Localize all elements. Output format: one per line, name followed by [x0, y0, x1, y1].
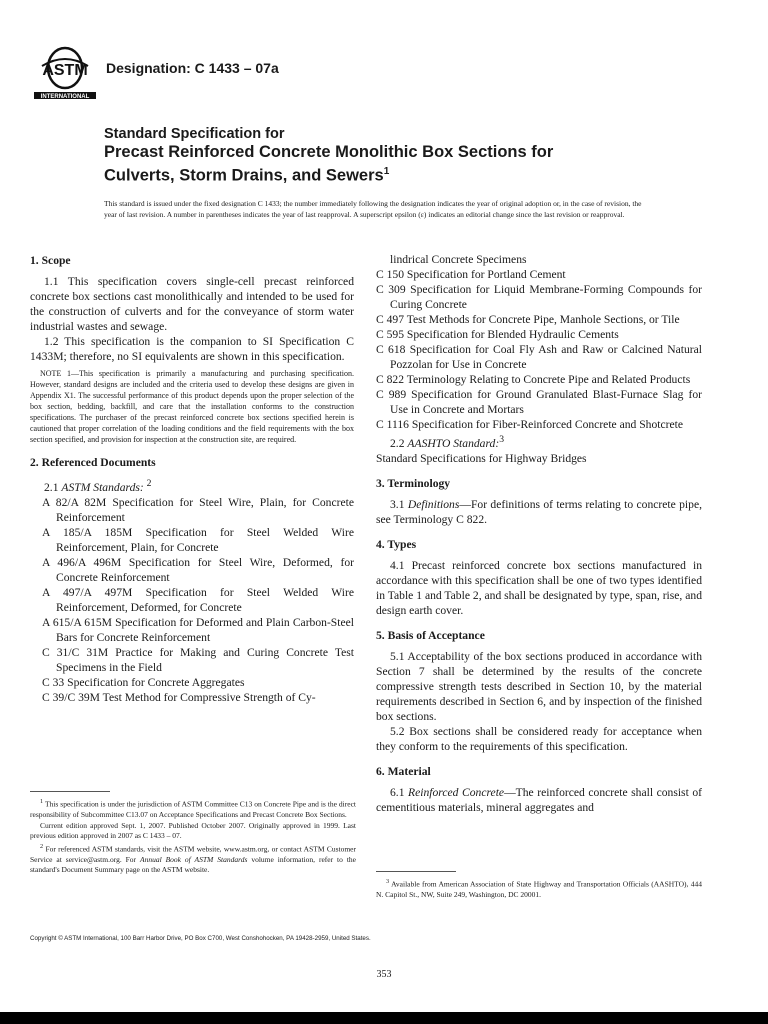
- title-line3-text: Culverts, Storm Drains, and Sewers: [104, 166, 384, 185]
- copyright: Copyright © ASTM International, 100 Barr Harbor Drive, PO Box C700, West Conshohocken, PA 19428-2959, United States.: [30, 935, 371, 942]
- reference-item: C 31/C 31M Practice for Making and Curing Concrete Test Specimens in the Field: [42, 645, 354, 674]
- footnote-3-mark: 3: [386, 878, 390, 885]
- reference-item: A 496/A 496M Specification for Steel Wire, Deformed, for Concrete Reinforcement: [42, 555, 354, 584]
- reference-item: A 82/A 82M Specification for Steel Wire, Plain, for Concrete Reinforcement: [42, 495, 354, 524]
- bottom-bar: [0, 1012, 768, 1024]
- reference-item: A 615/A 615M Specification for Deformed and Plain Carbon-Steel Bars for Concrete Reinforcement: [42, 615, 354, 644]
- section-acceptance-heading: 5. Basis of Acceptance: [376, 628, 485, 642]
- footnote-1-text: This specification is under the jurisdiction of ASTM Committee C13 on Concrete Pipe and is the direct responsibility of Subcommittee C13.07 on Acceptance Specifications and Precast Concrete Box Sections.: [30, 799, 356, 819]
- acceptance-paragraph-2: 5.2 Box sections shall be considered ready for acceptance when they conform to the requirements of this specification.: [376, 724, 702, 753]
- footnote-2-italic: Annual Book of ASTM Standards: [139, 854, 248, 864]
- footnote-3-text: Available from American Association of State Highway and Transportation Officials (AASHTO), 444 N. Capitol St., NW, Suite 249, Washington, DC 20001.: [376, 879, 702, 899]
- section-referenced-heading: 2. Referenced Documents: [30, 456, 156, 469]
- section-types-heading: 4. Types: [376, 537, 417, 551]
- material-num: 6.1: [390, 785, 405, 799]
- terminology-paragraph: [376, 497, 702, 527]
- reference-item: C 989 Specification for Ground Granulated Blast-Furnace Slag for Use in Concrete and Mortars: [376, 388, 702, 416]
- right-column: [376, 252, 702, 815]
- section-terminology-heading: 3. Terminology: [376, 476, 451, 490]
- astm-standards-num: 2.1: [44, 480, 59, 494]
- reference-item: C 309 Specification for Liquid Membrane-Forming Compounds for Curing Concrete: [376, 283, 702, 311]
- terminology-term: Definitions: [407, 497, 460, 511]
- footnotes-left: [30, 797, 356, 876]
- types-paragraph: 4.1 Precast reinforced concrete box sections manufactured in accordance with this specification shall be one of two types identified in Table 1 and Table 2, and shall be designated by type, span, rise, and design earth cover.: [376, 558, 702, 617]
- footnote-1: [30, 797, 356, 821]
- footnote-2-text-b: volume information, refer to the standard's Document Summary page on the ASTM website.: [30, 854, 356, 874]
- material-text: —The reinforced concrete shall consist of cementitious materials, mineral aggregates and: [376, 785, 702, 814]
- reference-item: C 595 Specification for Blended Hydraulic Cements: [376, 328, 619, 341]
- reference-item: A 185/A 185M Specification for Steel Welded Wire Reinforcement, Plain, for Concrete: [42, 525, 354, 554]
- designation: Designation: C 1433 – 07a: [106, 60, 279, 76]
- reference-item: C 1116 Specification for Fiber-Reinforced Concrete and Shotcrete: [376, 418, 684, 431]
- scope-paragraph-2: 1.2 This specification is the companion to SI Specification C 1433M; therefore, no SI equivalents are shown in this specification.: [30, 335, 354, 363]
- logo-text: ASTM: [42, 62, 88, 79]
- acceptance-paragraph-1: 5.1 Acceptability of the box sections produced in accordance with Section 7 shall be determined by the results of the concrete compressive strength tests described in Section 10, by the material requirements described in Section 6, and by inspection of the finished box sections.: [376, 649, 702, 723]
- aashto-label: [376, 432, 702, 451]
- aashto-text: AASHTO Standard:: [407, 436, 500, 450]
- footnote-2: [30, 842, 356, 876]
- title-footnote-mark: 1: [383, 166, 390, 177]
- footnote-2-text-a: For referenced ASTM standards, visit the ASTM website, www.astm.org, or contact ASTM Customer Service at service@astm.org. For: [30, 844, 356, 864]
- title-block: [104, 125, 664, 186]
- astm-standards-text: ASTM Standards:: [61, 480, 144, 494]
- section-scope-heading: 1. Scope: [30, 254, 71, 267]
- left-column: [30, 253, 354, 705]
- reference-item: C 39/C 39M Test Method for Compressive Strength of Cy-: [42, 690, 316, 704]
- section-material-heading: 6. Material: [376, 764, 431, 778]
- aashto-num: 2.2: [390, 436, 405, 450]
- terminology-text: —For definitions of terms relating to concrete pipe, see Terminology C 822.: [376, 497, 702, 526]
- reference-item: C 33 Specification for Concrete Aggregates: [42, 675, 245, 689]
- reference-item: C 497 Test Methods for Concrete Pipe, Manhole Sections, or Tile: [376, 313, 680, 326]
- material-term: Reinforced Concrete: [408, 785, 505, 799]
- reference-item: C 150 Specification for Portland Cement: [376, 268, 566, 281]
- astm-logo-icon: [32, 44, 98, 106]
- title-line2: Precast Reinforced Concrete Monolithic Box Sections for: [104, 143, 554, 161]
- reference-item: A 497/A 497M Specification for Steel Welded Wire Reinforcement, Deformed, for Concrete: [42, 585, 354, 614]
- footnote-rule-right: [376, 871, 456, 872]
- page-number: 353: [376, 969, 392, 980]
- material-paragraph: [376, 785, 702, 815]
- footnote-rule-left: [30, 791, 110, 792]
- logo-subtext: INTERNATIONAL: [40, 94, 90, 100]
- reference-item: C 618 Specification for Coal Fly Ash and Raw or Calcined Natural Pozzolan for Use in Concrete: [376, 343, 702, 371]
- footnotes-right: [376, 877, 702, 901]
- astm-standards-mark: 2: [146, 478, 152, 489]
- terminology-num: 3.1: [390, 497, 405, 511]
- scope-note: NOTE 1—This specification is primarily a manufacturing and purchasing specification. However, standard designs are included and the criteria used to develop these designs are given in Appendix X1. The successful performance of this product depends upon the proper selection of the box section, bedding, backfill, and care that the installation conforms to the construction specifications. The purchaser of the precast reinforced concrete box sections specified herein is cautioned that proper correlation of the loading conditions and the field requirements with the box section specified, and provision for inspection at the construction site, are required.: [30, 369, 354, 444]
- title-line3: [104, 162, 664, 186]
- astm-logo: [32, 44, 98, 106]
- aashto-item: Standard Specifications for Highway Bridges: [376, 451, 587, 465]
- footnote-2-mark: 2: [40, 842, 44, 850]
- footnote-1-mark: 1: [40, 798, 44, 805]
- issue-note: This standard is issued under the fixed designation C 1433; the number immediately following the designation indicates the year of original adoption or, in the case of revision, the year of last revision. A number in parentheses indicates the year of last reapproval. A superscript epsilon (ε) indicates an editorial change since the last revision or reapproval.: [104, 199, 642, 219]
- footnote-3: [376, 877, 702, 901]
- reference-continuation: lindrical Concrete Specimens: [390, 253, 527, 266]
- title-line1: Standard Specification for: [104, 126, 285, 142]
- reference-item: C 822 Terminology Relating to Concrete Pipe and Related Products: [376, 373, 691, 386]
- aashto-mark: 3: [499, 434, 505, 445]
- astm-standards-label: [30, 476, 354, 495]
- footnote-1-edition: Current edition approved Sept. 1, 2007. Published October 2007. Originally approved in 1999. Last previous edition approved in 2007 as C 1433 – 07.: [30, 820, 356, 840]
- scope-paragraph-1: 1.1 This specification covers single-cell precast reinforced concrete box sections cast monolithically and intended to be used for the construction of culverts and for the conveyance of storm water industrial wastes and sewage.: [30, 275, 354, 333]
